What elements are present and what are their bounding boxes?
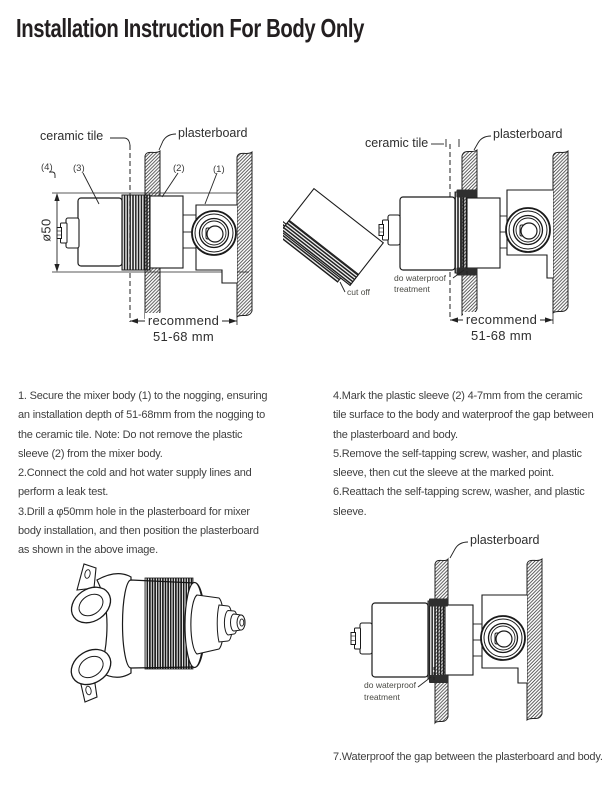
instruction-line: an installation depth of 51-68mm from the nogging to xyxy=(18,409,266,422)
instruction-line: as shown in the above image. xyxy=(18,544,158,557)
label-plasterboard: plasterboard xyxy=(493,127,563,141)
label-recommend: recommend xyxy=(130,314,237,328)
instruction-line: perform a leak test. xyxy=(18,486,109,499)
label-waterproof-1: do waterproof xyxy=(364,680,416,690)
mixer-body xyxy=(379,190,507,276)
instruction-line: 7.Waterproof the gap between the plasterboard and body. xyxy=(333,751,603,763)
label-recommend-range: 51-68 mm xyxy=(130,330,237,344)
diagram-body-3d xyxy=(55,555,275,715)
valve-block xyxy=(481,595,527,683)
instructions-left xyxy=(18,387,323,561)
label-waterproof-1: do waterproof xyxy=(394,273,446,283)
instruction-line: 2.Connect the cold and hot water supply lines and xyxy=(18,467,252,480)
final-view-drawing xyxy=(330,528,613,746)
label-plasterboard: plasterboard xyxy=(470,533,540,547)
instruction-line: body installation, and then position the plasterboard xyxy=(18,525,259,538)
label-plasterboard: plasterboard xyxy=(178,126,248,140)
label-part4: (4) xyxy=(41,162,53,173)
sealant-bottom xyxy=(429,675,448,683)
mixer-body xyxy=(351,599,482,684)
instruction-final xyxy=(333,748,613,767)
label-part2: (2) xyxy=(173,163,185,174)
nogging-wall xyxy=(237,152,252,317)
instruction-line: 1. Secure the mixer body (1) to the nogging, ensuring xyxy=(18,390,268,402)
label-waterproof-2: treatment xyxy=(364,692,400,702)
valve-block xyxy=(506,190,553,278)
cut-off-sleeve-piece xyxy=(283,189,383,286)
label-recommend-range: 51-68 mm xyxy=(450,329,553,343)
label-waterproof-2: treatment xyxy=(394,284,430,294)
instruction-line: 6.Reattach the self-tapping screw, washer, and plastic xyxy=(333,486,585,499)
end-cap xyxy=(191,595,245,654)
instruction-line: sleeve. xyxy=(333,505,367,518)
instructions-right xyxy=(333,387,613,522)
instruction-line: sleeve (2) from the mixer body. xyxy=(18,447,163,460)
mounting-bracket xyxy=(65,564,131,702)
sealant-top xyxy=(429,599,448,607)
diagram-side-view xyxy=(28,125,310,357)
page-title: Installation Instruction For Body Only xyxy=(16,13,364,43)
body-3d-drawing xyxy=(55,555,275,715)
label-diameter: ø50 xyxy=(38,218,54,242)
label-part3: (3) xyxy=(73,163,85,174)
nogging-wall xyxy=(553,151,568,313)
instruction-line: 4.Mark the plastic sleeve (2) 4-7mm from the ceramic xyxy=(333,390,583,402)
label-cut-off: cut off xyxy=(347,287,370,297)
instruction-line: the ceramic tile. Note: Do not remove the plastic xyxy=(18,428,243,441)
instruction-line: 3.Drill a φ50mm hole in the plasterboard for mixer xyxy=(18,505,250,518)
diagram-final-view xyxy=(330,528,613,746)
mixer-body xyxy=(57,195,196,270)
label-part1: (1) xyxy=(213,164,225,175)
diagram-mark-view xyxy=(283,120,613,352)
sealant-top xyxy=(457,190,478,198)
valve-block xyxy=(192,205,237,283)
label-ceramic-tile: ceramic tile xyxy=(365,136,429,150)
nogging-wall xyxy=(527,559,542,720)
instruction-line: tile surface to the body and waterproof the gap between xyxy=(333,409,594,422)
instruction-line: sleeve, then cut the sleeve at the marked point. xyxy=(333,467,554,480)
mark-view-drawing xyxy=(283,120,613,352)
label-recommend: recommend xyxy=(450,313,553,327)
instruction-line: 5.Remove the self-tapping screw, washer, and plastic xyxy=(333,447,582,460)
instruction-line: the plasterboard and body. xyxy=(333,428,458,441)
label-ceramic-tile: ceramic tile xyxy=(40,129,104,143)
